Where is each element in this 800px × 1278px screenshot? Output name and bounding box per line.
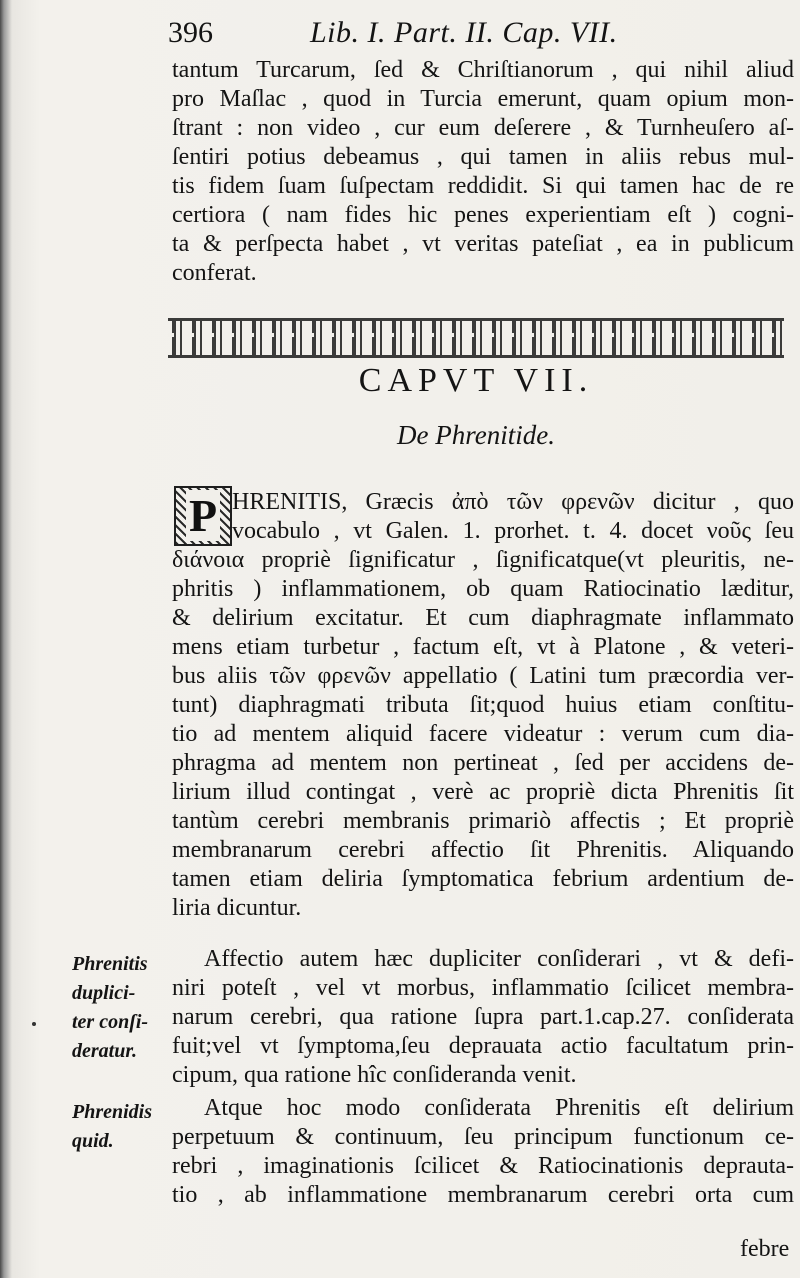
text-line: lirium illud contingat , verè ac propriè dicta Phrenitis ſit: [172, 779, 794, 805]
page-number: 396: [168, 16, 213, 49]
text-line: tunt) diaphragmati tributa ſit;quod huius etiam conſtitu-: [172, 692, 794, 718]
initial-letter: P: [186, 490, 220, 541]
text-line: cipum, qua ratione hîc conſideranda venit.: [172, 1062, 577, 1088]
text-line: διάνοια propriè ſignificatur , ſignificatque(vt pleuritis, ne-: [172, 547, 794, 573]
running-title: Lib. I. Part. II. Cap. VII.: [310, 16, 618, 49]
text-line: rebri , imaginationis ſcilicet & Ratiocinationis deprauta-: [172, 1153, 794, 1179]
text-line: phritis ) inflammationem, ob quam Ratiocinatio læditur,: [172, 576, 794, 602]
margin-note-line: ter conſi-: [72, 1011, 149, 1033]
text-line: niri poteſt , vel vt morbus, inflammatio ſcilicet membra-: [172, 975, 794, 1001]
text-line: Atque hoc modo conſiderata Phrenitis eſt delirium: [204, 1095, 794, 1121]
chapter-title: CAPVT VII.: [358, 362, 594, 399]
text-line: membranarum cerebri affectio ſit Phrenitis. Aliquando: [172, 837, 794, 863]
margin-note-line: duplici-: [72, 982, 136, 1004]
text-line: HRENITIS, Græcis ἀπὸ τῶν φρενῶν dicitur , quo: [232, 489, 794, 515]
margin-note-line: deratur.: [72, 1040, 138, 1062]
paragraph-continuation: [172, 56, 794, 288]
paragraph-definition: [172, 488, 794, 923]
margin-note-dupliciter: [72, 950, 172, 1066]
margin-note-quid: [72, 1098, 172, 1156]
text-line: narum cerebri, qua ratione ſupra part.1.cap.27. conſiderata: [172, 1004, 794, 1030]
text-line: ſentiri potius debeamus , qui tamen in aliis rebus mul-: [172, 144, 794, 170]
paragraph-consideration: [172, 945, 794, 1090]
text-line: ta & perſpecta habet , vt veritas pateſiat , ea in publicum: [172, 231, 794, 257]
text-line: certiora ( nam fides hic penes experientiam eſt ) cogni-: [172, 202, 794, 228]
text-line: Affectio autem hæc dupliciter conſiderari , vt & defi-: [204, 946, 794, 972]
text-line: pro Maſlac , quod in Turcia emerunt, quam opium mon-: [172, 86, 794, 112]
text-line: tio , ab inflammatione membranarum cerebri orta cum: [172, 1182, 794, 1208]
stray-mark: [32, 1022, 36, 1026]
text-line: fuit;vel vt ſymptoma,ſeu deprauata actio facultatum prin-: [172, 1033, 794, 1059]
text-line: ſtrant : non video , cur eum deſerere , & Turnheuſero aſ-: [172, 115, 794, 141]
chapter-subtitle: De Phrenitide.: [397, 420, 555, 450]
text-line: phragma ad mentem non pertineat , ſed per accidens de-: [172, 750, 794, 776]
text-line: vocabulo , vt Galen. 1. prorhet. t. 4. docet νοῦς ſeu: [232, 518, 794, 544]
text-line: & delirium excitatur. Et cum diaphragmate inflammato: [172, 605, 794, 631]
margin-note-line: quid.: [72, 1130, 114, 1152]
text-line: conferat.: [172, 260, 257, 286]
catchword: febre: [740, 1236, 790, 1262]
running-header: [168, 16, 768, 56]
text-line: perpetuum & continuum, ſeu principum functionum ce-: [172, 1124, 794, 1150]
text-line: tantum Turcarum, ſed & Chriſtianorum , qui nihil aliud: [172, 57, 794, 83]
text-line: bus aliis τῶν φρενῶν appellatio ( Latini tum præcordia ver-: [172, 663, 794, 689]
text-line: tis fidem ſuam ſuſpectam reddidit. Si qui tamen hac de re: [172, 173, 794, 199]
margin-note-line: Phrenidis: [72, 1101, 153, 1123]
text-line: liria dicuntur.: [172, 895, 302, 921]
text-line: tio ad mentem aliquid facere videatur : verum cum dia-: [172, 721, 794, 747]
text-line: tantùm cerebri membranis primariò affectis ; Et propriè: [172, 808, 794, 834]
paragraph-phrenitis-definition: [172, 1094, 794, 1210]
ornamental-band: [168, 318, 784, 358]
margin-note-line: Phrenitis: [72, 953, 148, 975]
text-line: mens etiam turbetur , factum eſt, vt à Platone , & veteri-: [172, 634, 794, 660]
text-line: tamen etiam deliria ſymptomatica febrium ardentium de-: [172, 866, 794, 892]
